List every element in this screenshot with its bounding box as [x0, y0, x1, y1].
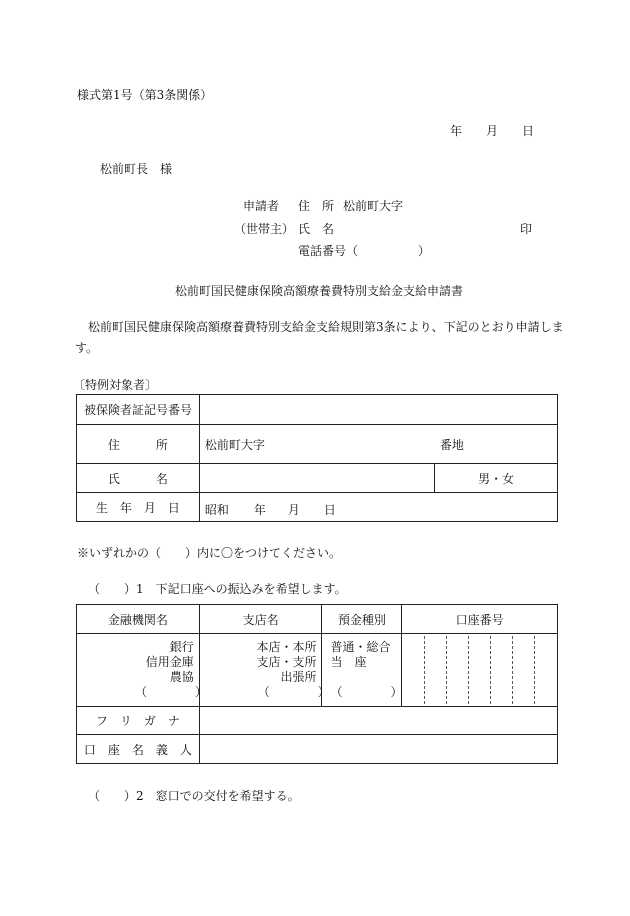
branch-other: （ ）: [257, 685, 330, 699]
header-branch: 支店名: [199, 605, 322, 634]
address-field[interactable]: [199, 425, 557, 464]
gender-field[interactable]: 男・女: [435, 464, 558, 493]
birth-day-label: 日: [323, 503, 336, 517]
branch-type-office: 出張所: [280, 670, 317, 684]
bank-header-row: [77, 605, 558, 634]
address-prefix: 松前町大字: [204, 438, 265, 452]
institution-cell[interactable]: [77, 634, 208, 707]
bank-table: [76, 604, 558, 764]
section-heading-subject: 〔特例対象者〕: [73, 378, 158, 392]
branch-type-branch: 支店・支所: [256, 655, 317, 669]
subject-table: [76, 394, 558, 522]
deposit-other: （ ）: [330, 685, 403, 699]
insurance-number-label: 被保険者証記号番号: [77, 395, 200, 425]
phone-label: 電話番号（ ）: [298, 244, 431, 258]
applicant-role-label: 申請者: [243, 199, 280, 213]
deposit-type-cell[interactable]: [322, 634, 402, 707]
deposit-type-ordinary: 普通・総合: [330, 640, 391, 654]
header-institution: 金融機関名: [77, 605, 200, 634]
account-holder-label: 口 座 名 義 人: [77, 735, 200, 764]
date-day: 日: [522, 124, 535, 138]
branch-type-main: 本店・本所: [256, 640, 317, 654]
row-birthdate: [77, 493, 558, 522]
address-banchi: 番地: [439, 438, 464, 452]
birth-month-label: 月: [287, 503, 300, 517]
insurance-number-field[interactable]: [199, 395, 557, 425]
birth-era: 昭和: [204, 503, 229, 517]
option-transfer[interactable]: （ ）1 下記口座への振込みを希望します。: [88, 582, 347, 596]
row-insurance-number: [77, 395, 558, 425]
name-label: 氏 名: [77, 464, 200, 493]
institution-type-bank: 銀行: [169, 640, 194, 654]
furigana-label: フ リ ガ ナ: [77, 707, 200, 735]
furigana-row: [77, 707, 558, 735]
birth-year-label: 年: [253, 503, 266, 517]
institution-other: （ ）: [135, 685, 208, 699]
branch-cell[interactable]: [199, 634, 330, 707]
applicant-address-label: 住 所: [298, 199, 335, 213]
row-name: [77, 464, 558, 493]
account-holder-field[interactable]: [199, 735, 557, 764]
option-counter[interactable]: （ ）2 窓口での交付を希望する。: [88, 789, 300, 803]
addressee: 松前町長 様: [100, 162, 173, 176]
deposit-type-current: 当 座: [330, 655, 367, 669]
birthdate-label: 生 年 月 日: [77, 493, 200, 522]
applicant-address-value: 松前町大字: [343, 199, 404, 213]
date-year: 年: [450, 124, 463, 138]
header-deposit-type: 預金種別: [322, 605, 402, 634]
account-number-cell[interactable]: [402, 634, 558, 707]
birthdate-field[interactable]: [199, 493, 557, 522]
row-address: [77, 425, 558, 464]
date-month: 月: [486, 124, 499, 138]
account-holder-row: [77, 735, 558, 764]
doc-title: 松前町国民健康保険高額療養費特別支給金支給申請書: [175, 284, 464, 298]
institution-type-shinkin: 信用金庫: [145, 655, 194, 669]
form-number: 様式第1号（第3条関係）: [77, 88, 213, 102]
header-account-number: 口座番号: [402, 605, 558, 634]
intro-line-1: 松前町国民健康保険高額療養費特別支給金支給規則第3条により、下記のとおり申請しま: [88, 320, 564, 334]
address-label: 住 所: [77, 425, 200, 464]
instruction-text: ※いずれかの（ ）内に〇をつけてください。: [77, 546, 342, 560]
name-field[interactable]: [199, 464, 434, 493]
bank-entry-row: [77, 634, 558, 707]
institution-type-nokyo: 農協: [169, 670, 194, 684]
intro-line-2: す。: [75, 341, 99, 355]
householder-label: （世帯主）: [234, 222, 295, 236]
furigana-field[interactable]: [199, 707, 557, 735]
seal-mark: 印: [520, 222, 533, 236]
applicant-name-label: 氏 名: [298, 222, 335, 236]
